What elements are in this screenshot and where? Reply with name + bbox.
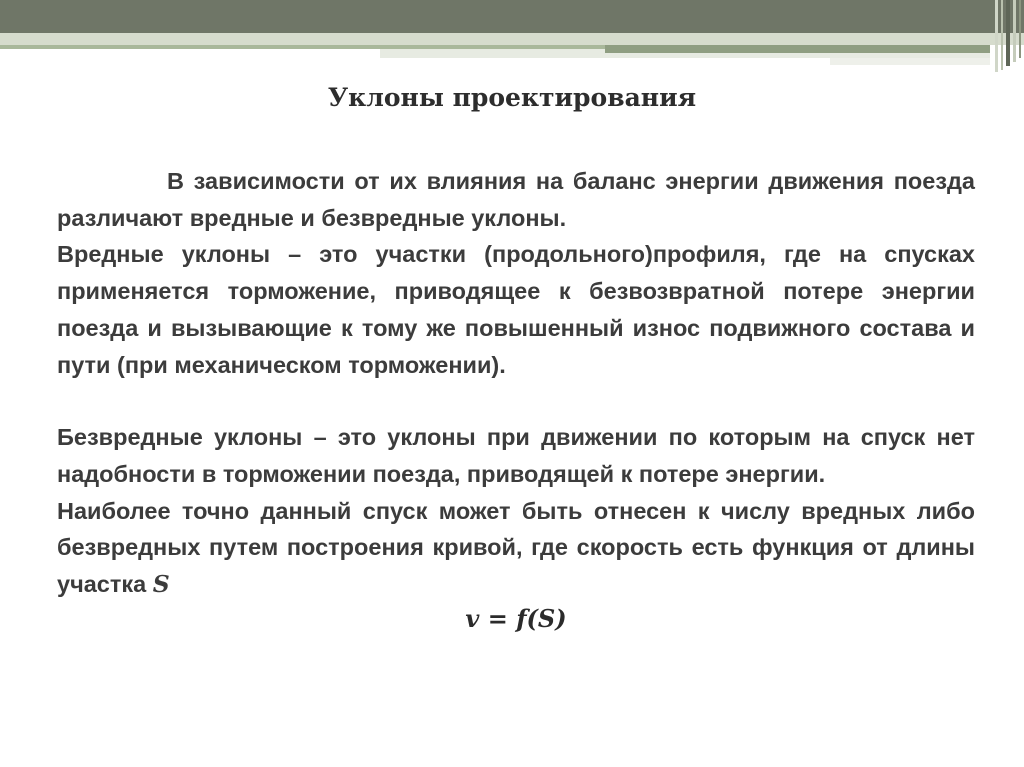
top-decor-bar [0,0,1024,33]
top-decor-band [0,33,1024,45]
right-decor-line [995,0,998,72]
right-decor-line [1013,0,1016,62]
right-decor-line [1001,0,1003,70]
top-decor-stripe [830,58,990,65]
paragraph-harmless-slopes: Безвредные уклоны – это уклоны при движении по которым на спуск нет надобности в торможении поезда, приводящей к потере энергии. [57,424,975,487]
curve-method-text: Наиболее точно данный спуск может быть отнесен к числу вредных либо безвредных путем построения кривой, где скорость есть функция от длины участка [57,497,975,598]
paragraph-intro: В зависимости от их влияния на баланс энергии движения поезда различают вредные и безвредные уклоны. [57,168,975,231]
variable-s: S [152,570,170,599]
top-decor-stripe [605,45,990,53]
paragraph-harmful-slopes: Вредные уклоны – это участки (продольного)профиля, где на спусках применяется торможение, приводящее к безвозвратной потере энергии поезда и вызывающие к тому же повышенный износ подвижного состава и пути (при механическом торможении). [57,241,975,378]
right-decor-line [1006,0,1010,66]
right-decor-line [1019,0,1021,58]
paragraph-curve-method [57,493,975,603]
slide-title: Уклоны проектирования [327,83,697,112]
paragraph-spacer [57,383,975,419]
slide-body [57,163,975,637]
speed-formula: v = f(S) [465,603,567,633]
